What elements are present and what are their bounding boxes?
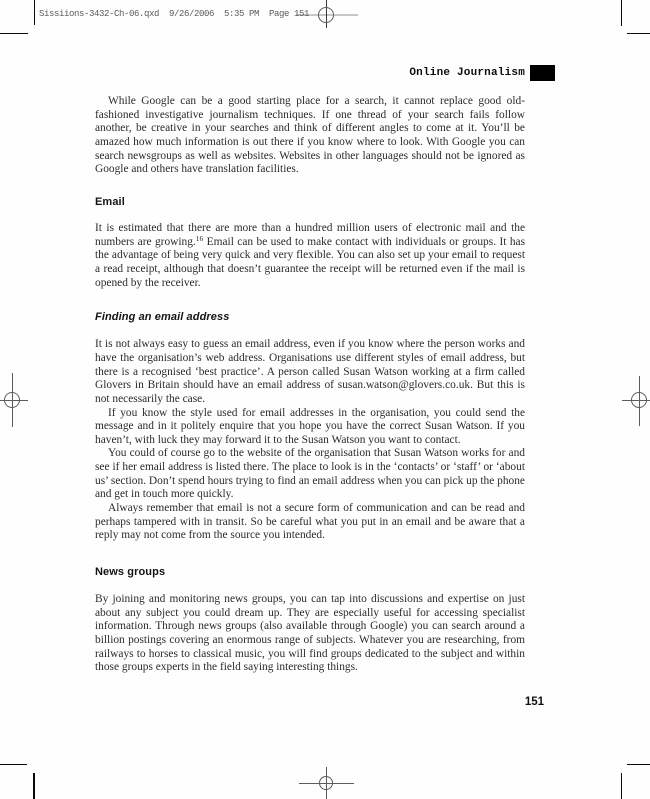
section-heading-news-groups: News groups: [95, 566, 166, 579]
subsection-heading-finding-email-address: Finding an email address: [95, 311, 230, 324]
chapter-tab-black-box: [530, 65, 555, 81]
paragraph-finding-1: It is not always easy to guess an email address, even if you know where the person works and have the organisation’s web address. Organisations use different styles of email address, but there is a recognised ‘best practice’. A person called Susan Watson working at a firm called Glovers in Britain should have an email address of susan.watson@glovers.co.uk. But this is not necessarily the case.: [95, 338, 525, 405]
paragraph-email-text-after-note: Email can be used to make contact with individuals or groups. It has the advantage of being very quick and very flexible. You can also set up your email to request a read receipt, although that doesn’t guarantee the receipt will be returned even if the mail is opened by the receiver.: [95, 235, 525, 289]
crop-mark-bottom-right-horizontal: [627, 764, 650, 766]
crop-mark-top-right-vertical: [621, 0, 623, 26]
crop-mark-bottom-left-vertical: [33, 773, 35, 799]
paragraph-intro: While Google can be a good starting place for a search, it cannot replace good old-fashioned investigative journalism techniques. If one thread of your search fails follow another, be creative in your searches and think of different angles to come at it. You’ll be amazed how much information is out there if you know where to look. With Google you can search newsgroups as well as websites. Websites in other languages should not be ignored as Google and others have translation facilities.: [95, 95, 525, 176]
crop-mark-bottom-left-horizontal: [0, 764, 27, 766]
paragraph-email: [95, 222, 525, 290]
running-head-title: Online Journalism: [409, 67, 525, 79]
running-head: [409, 65, 555, 81]
crop-mark-top-left-horizontal: [0, 33, 28, 35]
crop-mark-bottom-right-vertical: [621, 773, 623, 799]
proof-slug-line: Sissiions-3432-Ch-06.qxd 9/26/2006 5:35 PM Page 151: [39, 9, 310, 19]
crop-mark-top-left-vertical: [34, 0, 36, 25]
page-body: [95, 95, 525, 675]
paragraph-finding-4: Always remember that email is not a secure form of communication and can be read and perhaps tampered with in transit. So be careful what you put in an email and be aware that a reply may not come from the source you intended.: [95, 502, 525, 542]
registration-mark-top-circle: [318, 7, 334, 23]
page-number: 151: [524, 696, 544, 708]
footnote-marker-16: 16: [195, 233, 204, 243]
registration-mark-right-circle: [631, 392, 647, 408]
paragraph-finding-2: If you know the style used for email addresses in the organisation, you could send the message and in it politely enquire that you hope you have the correct Susan Watson. If you haven’t, with luck they may forward it to the Susan Watson you want to contact.: [95, 406, 525, 446]
paragraph-finding-3: You could of course go to the website of the organisation that Susan Watson works for and see if her email address is listed there. The place to look is in the ‘contacts’ or ‘staff’ or ‘about us’ section. Don’t spend hours trying to find an email address when you can pick up the phone and get in touch more quickly.: [95, 447, 525, 501]
registration-mark-bottom-circle: [319, 776, 333, 790]
paragraph-email-text-before-note: It is estimated that there are more than a hundred million users of electronic mail and the numbers are growing.: [95, 221, 525, 248]
registration-mark-left-circle: [4, 392, 20, 408]
crop-mark-top-right-horizontal: [627, 33, 650, 35]
paragraph-newsgroups: By joining and monitoring news groups, you can tap into discussions and expertise on just about any subject you could dream up. They are especially useful for accessing specialist information. Through news groups (also available through Google) you can search around a billion postings covering an enormous range of subjects. Whatever you are researching, from railways to horses to classical music, you will find groups dedicated to the subject and within those groups experts in the field saying interesting things.: [95, 593, 525, 674]
section-heading-email: Email: [95, 195, 125, 208]
